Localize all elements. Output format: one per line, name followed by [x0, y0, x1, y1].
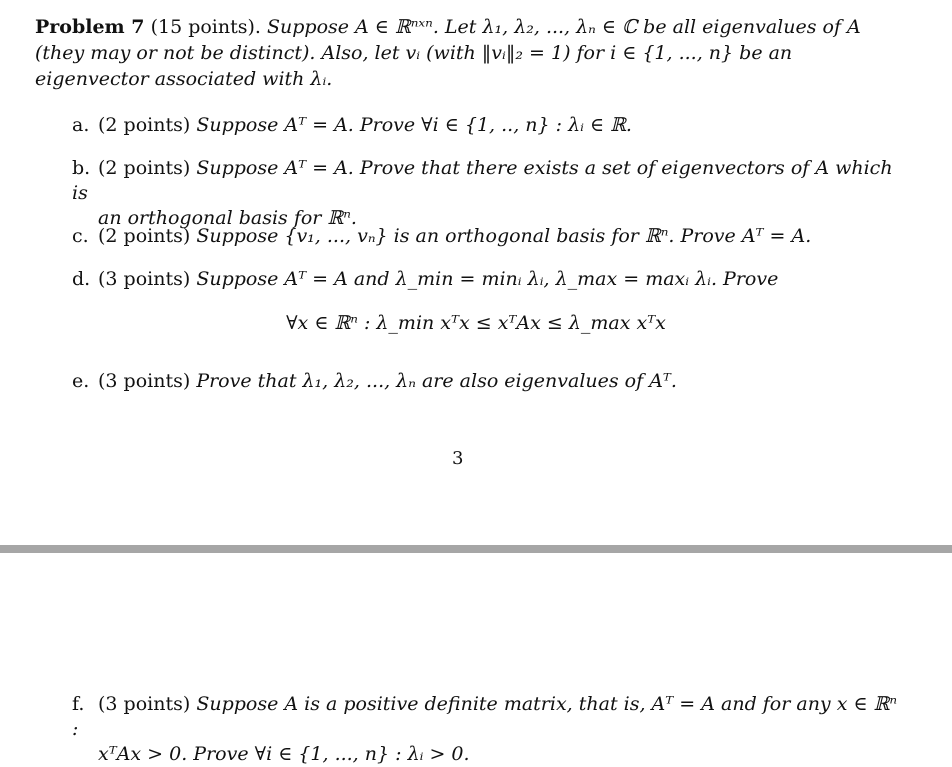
problem-statement: [35, 14, 905, 92]
problem-text: Suppose A ∈ ℝⁿˣⁿ. Let λ₁, λ₂, ..., λₙ ∈ ℂ be all eigenvalues of A (they may or not be distinct). Also, let vᵢ (with ‖vᵢ‖₂ = 1) for i ∈ {1, ..., n} be an eigenvector associated with λᵢ.: [35, 16, 861, 90]
part-label: c.: [72, 225, 89, 247]
part-points: (2 points): [98, 225, 191, 247]
part-text-continued: xᵀAx > 0. Prove ∀i ∈ {1, ..., n} : λᵢ > 0.: [98, 743, 470, 765]
page-number: 3: [452, 448, 464, 469]
part-e: [72, 369, 902, 394]
problem-points: (15 points).: [150, 16, 261, 38]
part-text: Suppose Aᵀ = A. Prove that there exists a set of eigenvectors of A which is: [72, 157, 893, 204]
part-label: e.: [72, 370, 90, 392]
part-points: (2 points): [98, 157, 191, 179]
display-equation: ∀x ∈ ℝⁿ : λ_min xᵀx ≤ xᵀAx ≤ λ_max xᵀx: [286, 312, 666, 334]
part-d: [72, 267, 902, 292]
part-text: Suppose {v₁, ..., vₙ} is an orthogonal basis for ℝⁿ. Prove Aᵀ = A.: [196, 225, 812, 247]
part-points: (3 points): [98, 370, 191, 392]
part-f: [72, 692, 902, 767]
part-points: (2 points): [98, 114, 191, 136]
part-label: d.: [72, 268, 91, 290]
part-b: [72, 156, 902, 231]
part-text: Suppose Aᵀ = A. Prove ∀i ∈ {1, .., n} : λᵢ ∈ ℝ.: [196, 114, 632, 136]
part-text: Suppose A is a positive definite matrix, that is, Aᵀ = A and for any x ∈ ℝⁿ :: [72, 693, 898, 740]
problem-title: Problem 7: [35, 16, 145, 38]
part-label: a.: [72, 114, 90, 136]
part-points: (3 points): [98, 693, 191, 715]
part-label: f.: [72, 693, 85, 715]
part-points: (3 points): [98, 268, 191, 290]
part-label: b.: [72, 157, 91, 179]
part-text: Prove that λ₁, λ₂, ..., λₙ are also eigenvalues of Aᵀ.: [196, 370, 677, 392]
page-two: [0, 553, 952, 765]
part-text-continued: an orthogonal basis for ℝⁿ.: [98, 207, 357, 229]
part-text: Suppose Aᵀ = A and λ_min = minᵢ λᵢ, λ_max = maxᵢ λᵢ. Prove: [196, 268, 779, 290]
part-a: [72, 113, 902, 138]
part-c: [72, 224, 902, 249]
page-separator: [0, 545, 952, 553]
